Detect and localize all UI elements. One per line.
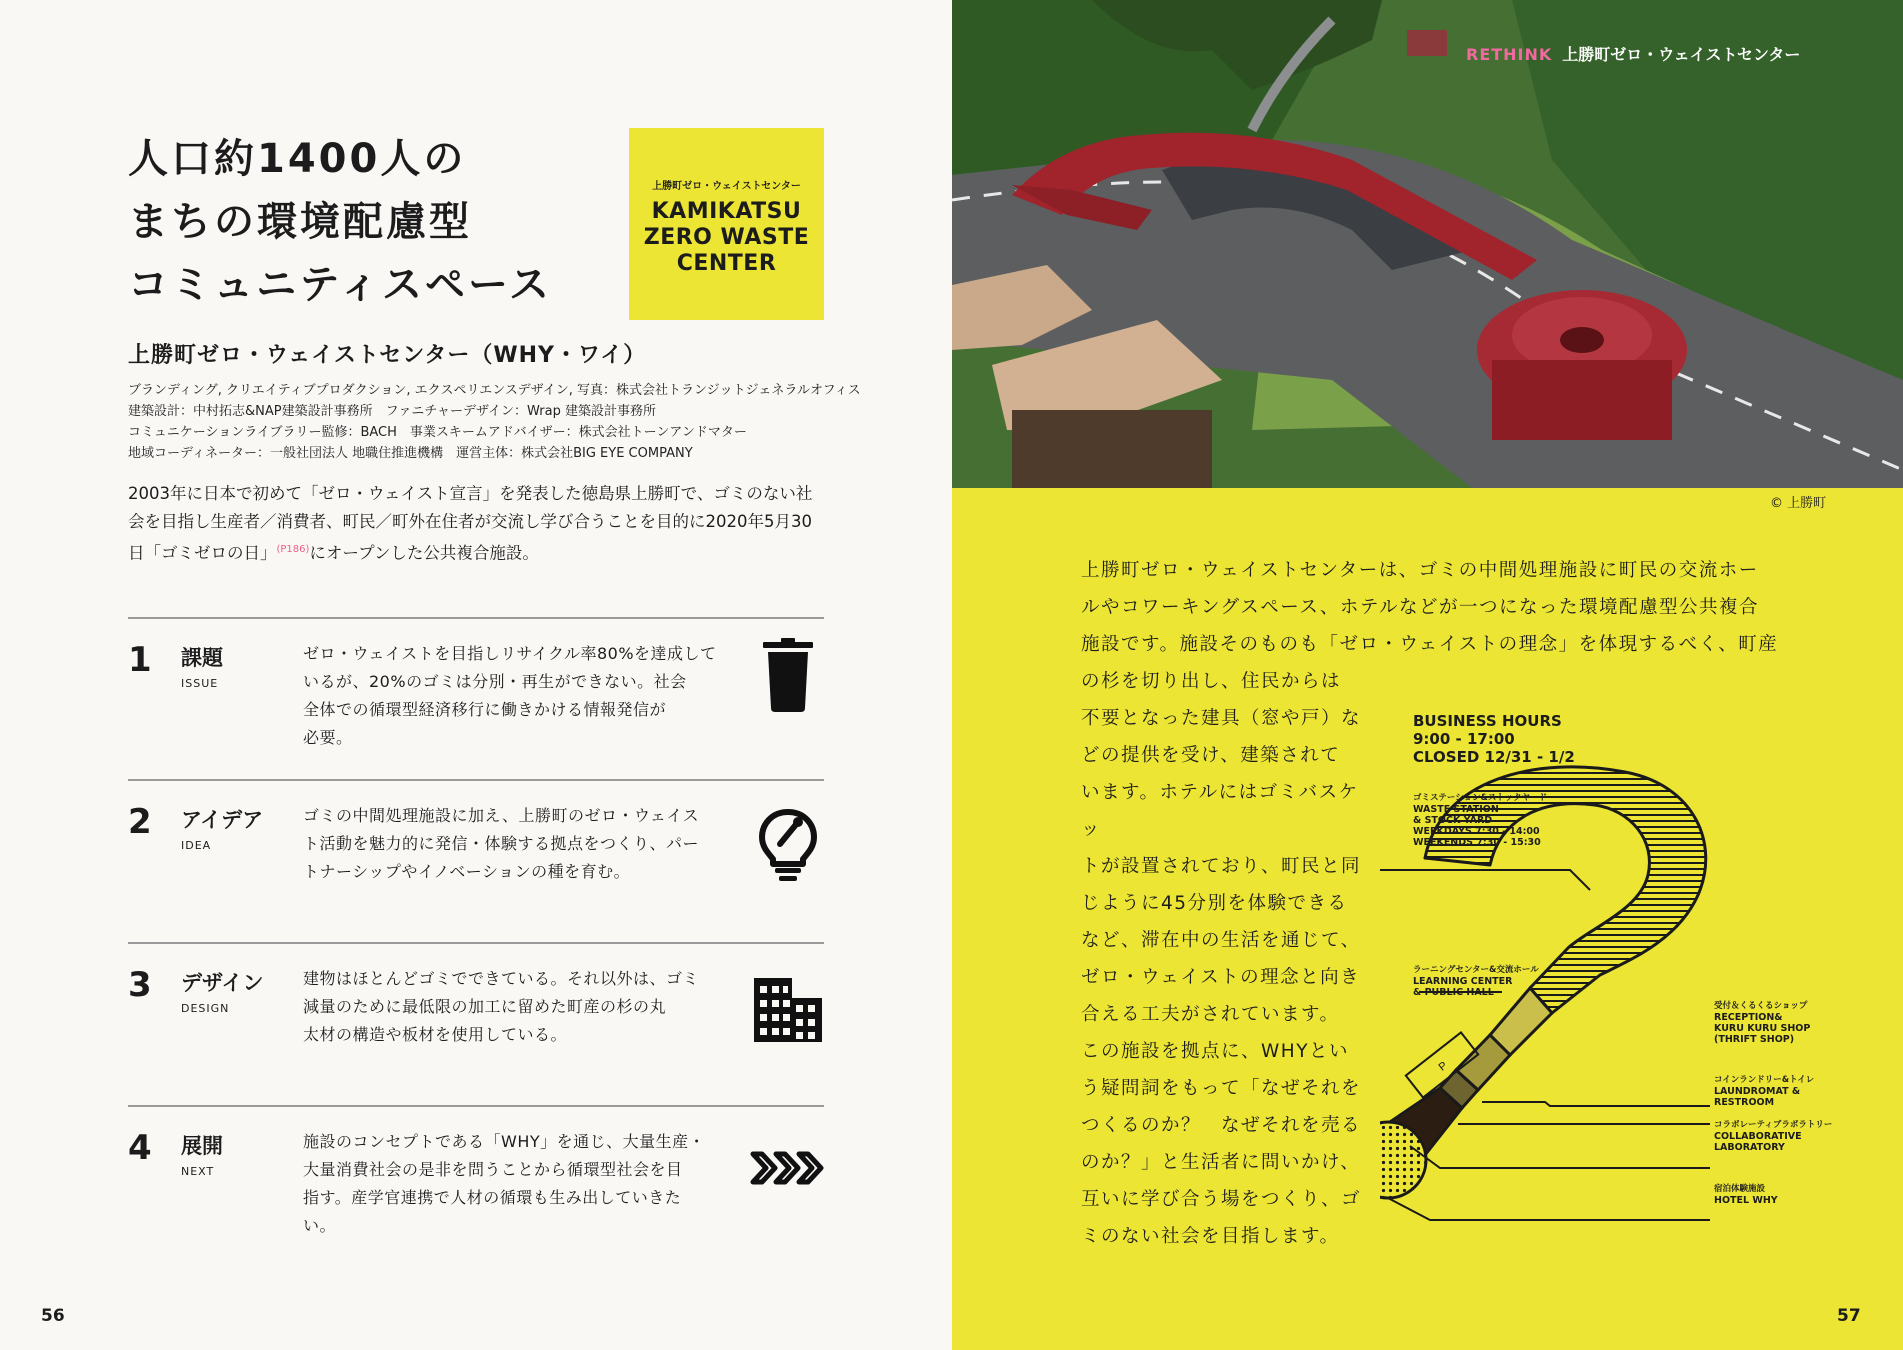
text-line: ルやコワーキングスペース、ホテルなどが一つになった環境配慮型公共複合 <box>1081 597 1759 618</box>
label-en: RECEPTION& <box>1714 1012 1783 1023</box>
page-number-right: 57 <box>1837 1306 1861 1326</box>
photo-credit: © 上勝町 <box>1770 496 1827 511</box>
center-logo-badge <box>629 128 824 320</box>
map-label-reception <box>1714 1001 1810 1045</box>
intro-paragraph <box>128 480 828 568</box>
section-subtitle: IDEA <box>181 839 212 852</box>
text-line: のか？」と生活者に問いかけ、 <box>1081 1152 1361 1173</box>
parking-label: P <box>1436 1059 1450 1074</box>
label-jp: 受付＆くるくるショップ <box>1714 1001 1808 1011</box>
label-jp: コインランドリー&トイレ <box>1714 1075 1815 1085</box>
label-jp: コラボレーティブラボラトリー <box>1714 1120 1833 1130</box>
section-subtitle: NEXT <box>181 1165 215 1178</box>
text-line: ト活動を魅力的に発信・体験する拠点をつくり、パー <box>303 834 700 853</box>
section-text <box>303 802 718 886</box>
label-en: (THRIFT SHOP) <box>1714 1034 1795 1045</box>
text-line: 全体での循環型経済移行に働きかける情報発信が <box>303 700 667 719</box>
text-line: ミのない社会を目指します。 <box>1081 1226 1340 1247</box>
label-en: LAUNDROMAT & <box>1714 1086 1801 1097</box>
section-number: 1 <box>128 640 152 680</box>
label-en: HOTEL WHY <box>1714 1195 1778 1206</box>
hours-line: 9:00 - 17:00 <box>1413 730 1515 748</box>
business-hours <box>1413 712 1575 766</box>
hours-line: CLOSED 12/31 - 1/2 <box>1413 748 1575 766</box>
body-paragraph-narrow <box>1081 663 1361 1255</box>
text-line: ゴミの中間処理施設に加え、上勝町のゼロ・ウェイス <box>303 806 700 825</box>
page-reference[interactable]: (P186) <box>276 544 310 555</box>
badge-line: KAMIKATSU <box>651 199 802 224</box>
section-title: 課題 <box>181 646 223 670</box>
map-label-learning-center <box>1413 965 1539 998</box>
body-paragraph-wide <box>1081 552 1781 663</box>
trash-icon <box>748 636 828 716</box>
title-line: 人口約1400人の <box>128 136 467 182</box>
title-line: コミュニティスペース <box>128 262 552 308</box>
fast-forward-icon <box>748 1128 828 1208</box>
label-en: LEARNING CENTER <box>1413 976 1513 987</box>
text-line: 大量消費社会の是非を問うことから循環型社会を目 <box>303 1160 683 1179</box>
text-line: トナーシップやイノベーションの種を育む。 <box>303 862 631 881</box>
text-line: つくるのか？ なぜそれを売る <box>1081 1115 1362 1136</box>
text-line: この施設を拠点に、WHYとい <box>1081 1041 1350 1062</box>
label-en: & PUBLIC HALL <box>1413 987 1494 998</box>
text-line: 互いに学び合う場をつくり、ゴ <box>1081 1189 1362 1210</box>
section-title: 展開 <box>181 1134 223 1158</box>
badge-line: ZERO WASTE <box>643 225 810 250</box>
section-number: 3 <box>128 965 152 1005</box>
text-line: いるが、20%のゴミは分別・再生ができない。社会 <box>303 672 687 691</box>
label-en: RESTROOM <box>1714 1097 1775 1108</box>
text-line: ゼロ・ウェイストの理念と向き <box>1081 967 1361 988</box>
section-divider <box>128 1105 824 1107</box>
text-line: 不要となった建具（窓や戸）な <box>1081 708 1362 729</box>
text-line: 建物はほとんどゴミでできている。それ以外は、ゴミ <box>303 969 700 988</box>
badge-line: CENTER <box>676 251 777 276</box>
label-en: WEEKENDS 7:30 - 15:30 <box>1413 837 1541 848</box>
intro-text: 2003年に日本で初めて「ゼロ・ウェイスト宣言」を発表した徳島県上勝町で、ゴミのない社会を目指し生産者／消費者、町民／町外在住者が交流し学び合うことを目的に2020年5月30日「ゴミゼロの日」 <box>128 484 813 563</box>
label-en: WEEKDAYS 7:30 - 14:00 <box>1413 826 1540 837</box>
text-line: 減量のために最低限の加工に留めた町産の杉の丸 <box>303 997 667 1016</box>
credit-line: 建築設計：中村拓志&NAP建築設計事務所 ファニチャーデザイン：Wrap 建築設計事務所 <box>128 404 657 419</box>
label-en: COLLABORATIVE <box>1714 1131 1802 1142</box>
text-line: 指す。産学官連携で人材の循環も生み出していきた <box>303 1188 682 1207</box>
badge-jp-label: 上勝町ゼロ・ウェイストセンター <box>652 181 801 192</box>
intro-text-end: にオープンした公共複合施設。 <box>309 543 539 563</box>
section-text <box>303 965 718 1049</box>
text-line: う疑問詞をもって「なぜそれを <box>1081 1078 1362 1099</box>
credit-line: 地域コーディネーター：一般社団法人 地職住推進機構 運営主体：株式会社BIG EYE COMPANY <box>128 446 693 461</box>
label-en: KURU KURU SHOP <box>1714 1023 1811 1034</box>
section-divider <box>128 942 824 944</box>
title-line: まちの環境配慮型 <box>128 199 472 245</box>
section-title: デザイン <box>181 971 264 995</box>
credits <box>128 380 861 464</box>
section-title: アイデア <box>181 808 264 832</box>
section-number: 4 <box>128 1128 152 1168</box>
text-line: 合える工夫がされています。 <box>1081 1004 1340 1025</box>
page-number-left: 56 <box>41 1306 65 1326</box>
map-label-laboratory <box>1714 1120 1832 1153</box>
text-line: どの提供を受け、建築されて <box>1081 745 1341 766</box>
text-line: ゼロ・ウェイストを目指しリサイクル率80%を達成して <box>303 644 717 663</box>
section-divider <box>128 779 824 781</box>
map-label-hotel <box>1714 1184 1778 1206</box>
page-title <box>128 128 552 317</box>
section-number: 2 <box>128 802 152 842</box>
text-line: 施設です。施設そのものも「ゼロ・ウェイストの理念」を体現するべく、町産 <box>1081 634 1779 655</box>
text-line: 太材の構造や板材を使用している。 <box>303 1025 568 1044</box>
section-label: RETHINK <box>1466 45 1553 64</box>
label-en: LABORATORY <box>1714 1142 1785 1153</box>
credit-line: ブランディング, クリエイティブプロダクション, エクスペリエンスデザイン, 写真：株式会社トランジットジェネラルオフィス <box>128 383 861 398</box>
header-title: 上勝町ゼロ・ウェイストセンター <box>1562 45 1801 64</box>
facility-name: 上勝町ゼロ・ウェイストセンター（WHY・ワイ） <box>128 343 647 368</box>
text-line: 施設のコンセプトである「WHY」を通じ、大量生産・ <box>303 1132 706 1151</box>
label-en: & STOCK YARD <box>1413 815 1493 826</box>
label-jp: ゴミステーション&ストックヤード <box>1413 793 1548 803</box>
running-header <box>1466 42 1800 65</box>
text-line: トが設置されており、町民と同 <box>1081 856 1362 877</box>
map-label-waste-station <box>1413 793 1547 848</box>
lightbulb-icon <box>748 804 828 884</box>
credit-line: コミュニケーションライブラリー監修：BACH 事業スキームアドバイザー：株式会社トーンアンドマター <box>128 425 747 440</box>
section-text <box>303 640 718 752</box>
label-jp: ラーニングセンター&交流ホール <box>1413 965 1539 975</box>
aerial-photo <box>952 0 1903 488</box>
building-icon <box>748 968 828 1048</box>
section-subtitle: DESIGN <box>181 1002 230 1015</box>
text-line: じように45分別を体験できる <box>1081 893 1348 914</box>
text-line: 必要。 <box>303 728 353 747</box>
section-subtitle: ISSUE <box>181 677 219 690</box>
section-text <box>303 1128 718 1240</box>
label-en: WASTE STATION <box>1413 804 1499 815</box>
text-line: など、滞在中の生活を通じて、 <box>1081 930 1361 951</box>
text-line: います。ホテルにはゴミバスケッ <box>1081 782 1359 840</box>
text-line: の杉を切り出し、住民からは <box>1081 671 1342 692</box>
badge-en-label <box>629 199 824 277</box>
map-label-laundromat <box>1714 1075 1814 1108</box>
text-line: い。 <box>303 1216 337 1235</box>
hours-line: BUSINESS HOURS <box>1413 712 1562 730</box>
text-line: 上勝町ゼロ・ウェイストセンターは、ゴミの中間処理施設に町民の交流ホー <box>1081 560 1759 581</box>
label-jp: 宿泊体験施設 <box>1714 1184 1766 1194</box>
section-divider <box>128 617 824 619</box>
